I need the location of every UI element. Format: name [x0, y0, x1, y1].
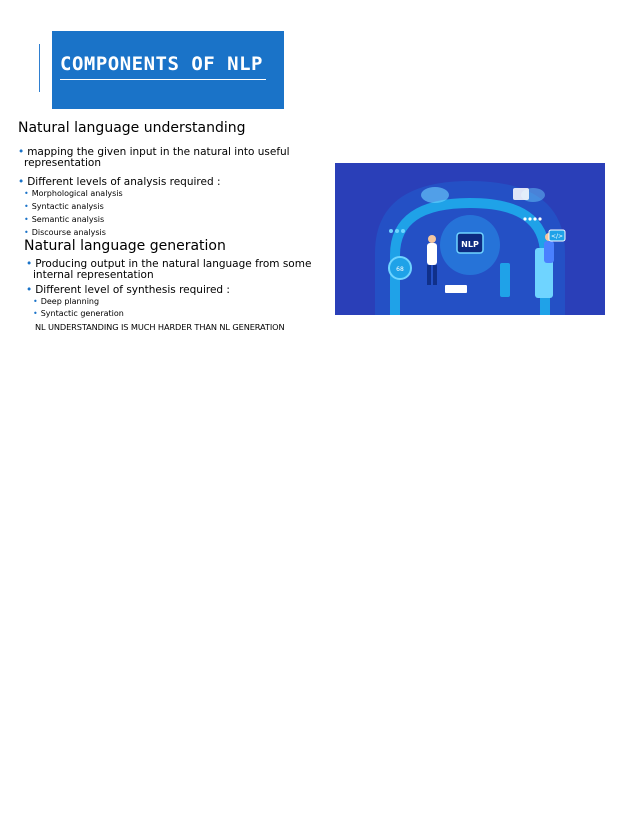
- sub-item: • Syntactic generation: [33, 309, 124, 318]
- bullet-synthesis: [26, 284, 230, 296]
- sub-item: • Morphological analysis: [24, 189, 123, 198]
- bullet-mapping-cont: representation: [24, 157, 102, 169]
- bullet-producing-cont: internal representation: [33, 269, 154, 281]
- nlp-illustration: [335, 163, 605, 315]
- caption-icon: [445, 285, 467, 293]
- slide-title: COMPONENTS OF NLP: [60, 53, 263, 75]
- footer-note: NL UNDERSTANDING IS MUCH HARDER THAN NL GENERATION: [35, 322, 285, 332]
- bullet-dot: •: [18, 176, 25, 188]
- bullet-dot: •: [18, 146, 25, 158]
- gauge-label: 68: [396, 266, 404, 273]
- title-underline: [60, 79, 266, 80]
- code-label: </>: [550, 233, 564, 240]
- person-left: [427, 243, 437, 265]
- bullet-dot: •: [26, 284, 33, 296]
- robot-arm: [500, 263, 510, 297]
- bullet-text: mapping the given input in the natural into useful: [27, 146, 290, 158]
- bullet-text: Different level of synthesis required :: [35, 284, 230, 296]
- illustration-svg: [335, 163, 605, 315]
- sub-item: • Discourse analysis: [24, 228, 106, 237]
- heading-generation: Natural language generation: [24, 238, 226, 254]
- cloud-icon: [421, 187, 449, 203]
- bullet-levels: [18, 176, 221, 188]
- accent-line: [39, 44, 40, 92]
- title-banner: [52, 31, 284, 109]
- heading-understanding: Natural language understanding: [18, 120, 246, 136]
- bullet-text: Different levels of analysis required :: [27, 176, 221, 188]
- bullet-text: Producing output in the natural language from some: [35, 258, 312, 270]
- bullet-dot: •: [26, 258, 33, 270]
- sub-item: • Semantic analysis: [24, 215, 105, 224]
- chip-label: NLP: [461, 240, 479, 249]
- sub-item: • Syntactic analysis: [24, 202, 104, 211]
- person-right: [544, 241, 554, 263]
- sub-item: • Deep planning: [33, 297, 100, 306]
- folder-icon: [513, 188, 529, 200]
